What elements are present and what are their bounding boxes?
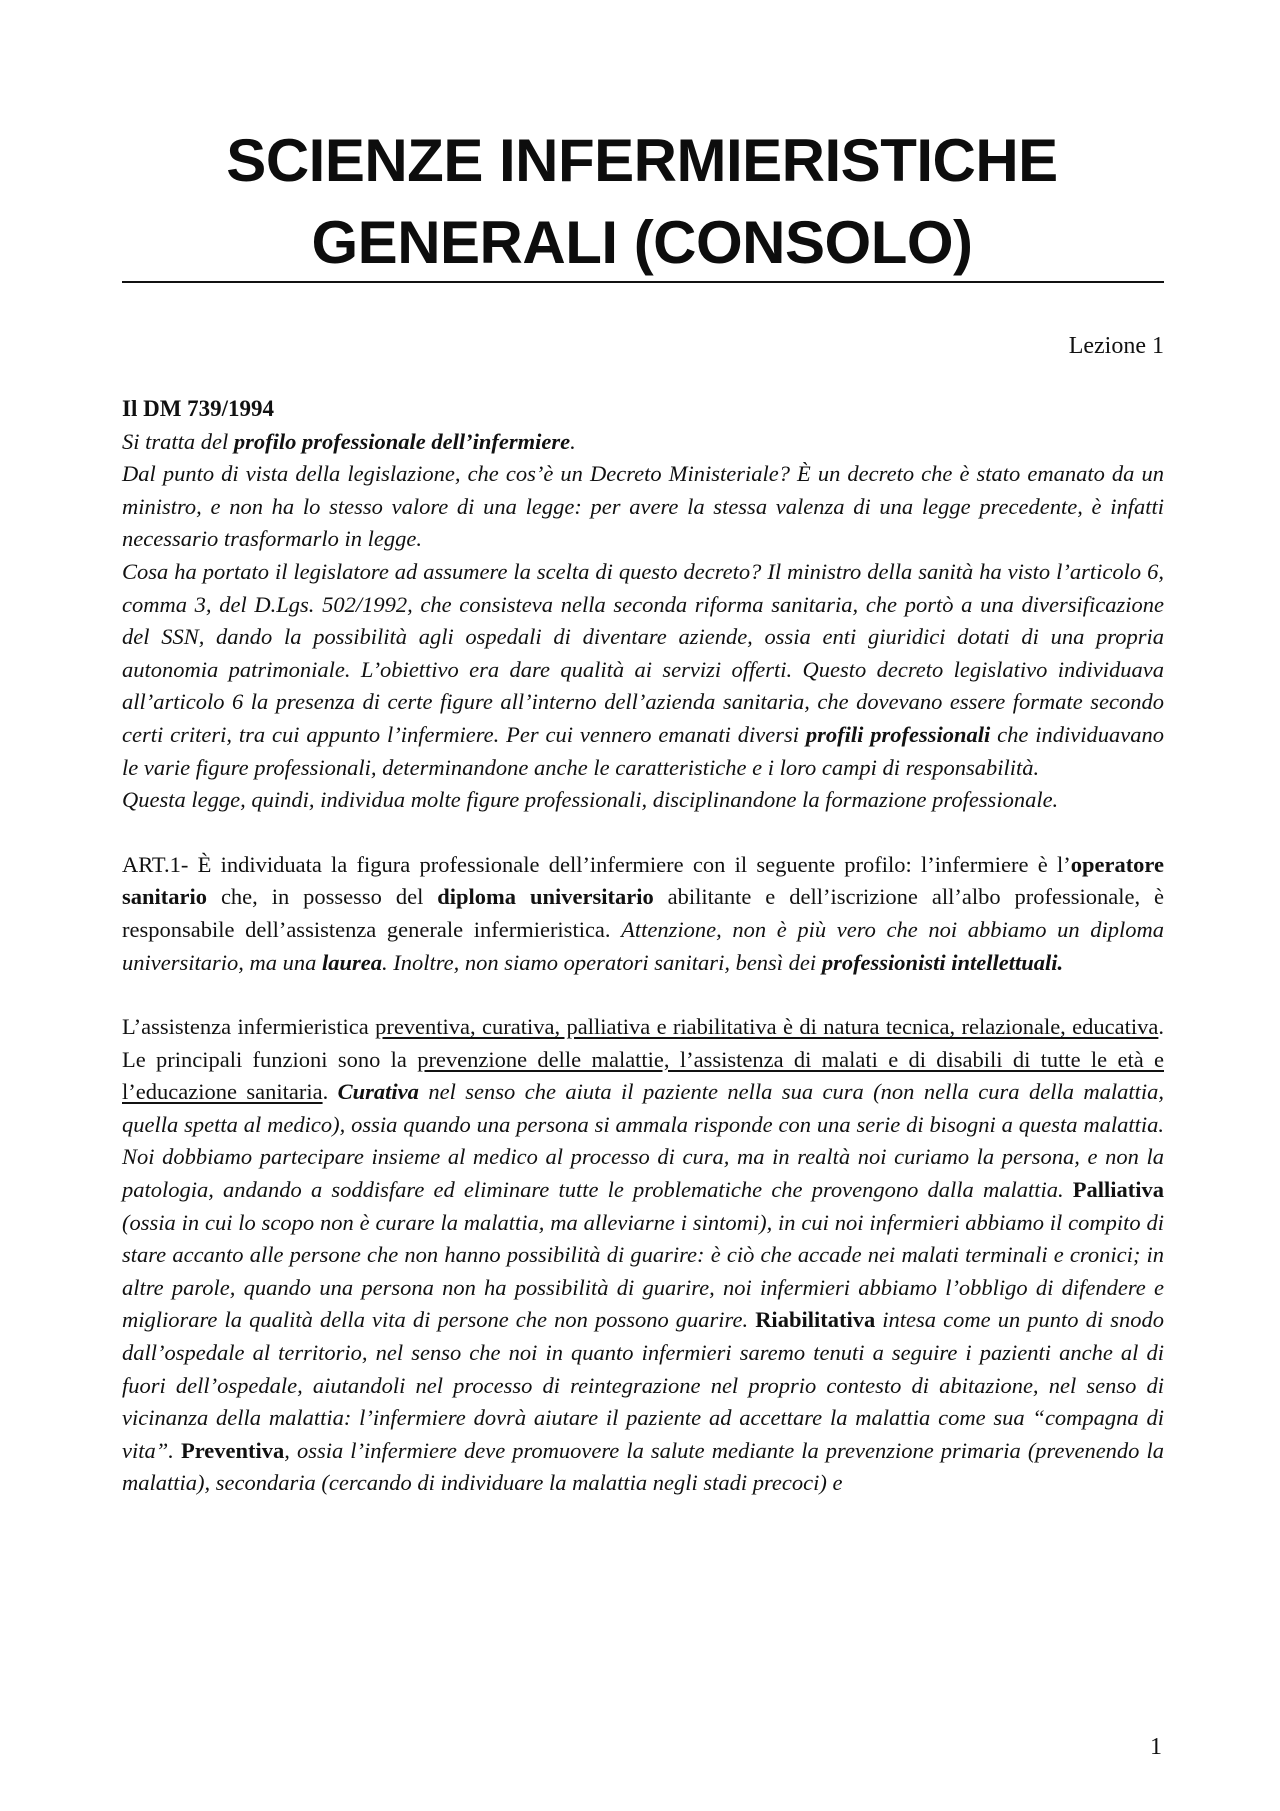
bold-term: professionisti intellettuali. (821, 949, 1064, 975)
title-divider (122, 281, 1164, 283)
italic-note: Attenzione, non è più vero che noi abbiamo un diploma universitario, ma una (122, 916, 1164, 975)
underlined-text: preventiva, curativa, palliativa e riabilitativa è di natura tecnica, relazionale, educativa (375, 1014, 1159, 1040)
intro-paragraph-legge: Questa legge, quindi, individua molte figure professionali, disciplinandone la formazione professionale. (122, 787, 1059, 813)
document-body (122, 393, 1164, 1500)
bold-term: profili professionali (805, 721, 991, 747)
lesson-label: Lezione 1 (1068, 333, 1164, 359)
intro-paragraph-legislatore: Cosa ha portato il legislatore ad assumere la scelta di questo decreto? Il ministro della sanità ha visto l’articolo 6, comma 3, del D.Lgs. 502/1992, che consisteva nella seconda riforma sanitaria, che portò a una diversificazione del SSN, dando la possibilità agli ospedali di diventare aziende, ossia enti giuridici dotati di una propria autonomia patrimoniale. L’obiettivo era dare qualità ai servizi offerti. Questo decreto legislativo individuava all’articolo 6 la presenza di certe figure all’interno dell’azienda sanitaria, che dovevano essere formate secondo certi criteri, tra cui appunto l’infermiere. Per cui vennero emanati diversi profili professionali che individuavano le varie figure professionali, determinandone anche le caratteristiche e i loro campi di responsabilità. (122, 558, 1164, 780)
bold-term: diploma universitario (437, 884, 654, 910)
intro-sentence-1: Si tratta del profilo professionale dell’infermiere. (122, 428, 576, 454)
bold-term: Palliativa (1072, 1177, 1164, 1203)
article-1-paragraph: ART.1- È individuata la figura professionale dell’infermiere con il seguente profilo: l’infermiere è l’operatore sanitario che, in possesso del diploma universitario abilitante e dell’iscrizione all’albo professionale, è responsabile dell’assistenza generale infermieristica. Attenzione, non è più vero che noi abbiamo un diploma universitario, ma una laurea. Inoltre, non siamo operatori sanitari, bensì dei professionisti intellettuali. (122, 851, 1165, 975)
section-heading: Il DM 739/1994 (122, 396, 275, 421)
bold-term: operatore sanitario (122, 851, 1164, 910)
document-title: SCIENZE INFERMIERISTICHE GENERALI (CONSOLO) (226, 127, 1058, 276)
assistenza-paragraph: L’assistenza infermieristica preventiva, curativa, palliativa e riabilitativa è di natura tecnica, relazionale, educativa. Le principali funzioni sono la prevenzione delle malattie, l’assistenza di malati e di disabili di tutte le età e l’educazione sanitaria. Curativa nel senso che aiuta il paziente nella sua cura (non nella cura della malattia, quella spetta al medico), ossia quando una persona si ammala risponde con una serie di bisogni a questa malattia. Noi dobbiamo partecipare insieme al medico al processo di cura, ma in realtà noi curiamo la persona, e non la patologia, andando a soddisfare ed eliminare tutte le problematiche che provengono dalla malattia. Palliativa (ossia in cui lo scopo non è curare la malattia, ma alleviarne i sintomi), in cui noi infermieri abbiamo il compito di stare accanto alle persone che non hanno possibilità di guarire: è ciò che accade nei malati terminali e cronici; in altre parole, quando una persona non ha possibilità di guarire, noi infermieri abbiamo l’obbligo di difendere e migliorare la qualità della vita di persone che non possono guarire. Riabilitativa intesa come un punto di snodo dall’ospedale al territorio, nel senso che noi in quanto infermieri saremo tenuti a seguire i pazienti anche al di fuori dell’ospedale, aiutandoli nel processo di reintegrazione nel proprio contesto di abitazione, nel senso di vicinanza della malattia: l’infermiere dovrà aiutare il paziente ad accettare la malattia come sua “compagna di vita”. Preventiva, ossia l’infermiere deve promuovere la salute mediante la prevenzione primaria (prevenendo la malattia), secondaria (cercando di individuare la malattia negli stadi precoci) e (122, 1014, 1165, 1496)
bold-term: Preventiva (180, 1437, 285, 1463)
bold-term: laurea (322, 949, 383, 975)
page-number: 1 (1150, 1734, 1162, 1760)
italic-note: . Inoltre, non siamo operatori sanitari, bensì dei (382, 949, 822, 975)
intro-paragraph-decreto: Dal punto di vista della legislazione, che cos’è un Decreto Ministeriale? È un decreto che è stato emanato da un ministro, e non ha lo stesso valore di una legge: per avere la stessa valenza di una legge precedente, è infatti necessario trasformarlo in legge. (122, 461, 1164, 552)
bold-term: Riabilitativa (755, 1307, 876, 1333)
underlined-text: prevenzione delle malattie, l’assistenza di malati e di disabili di tutte le età e l’educazione sanitaria (122, 1046, 1164, 1105)
bold-term: profilo professionale dell’infermiere (233, 428, 571, 454)
bold-term: Curativa (337, 1079, 419, 1105)
